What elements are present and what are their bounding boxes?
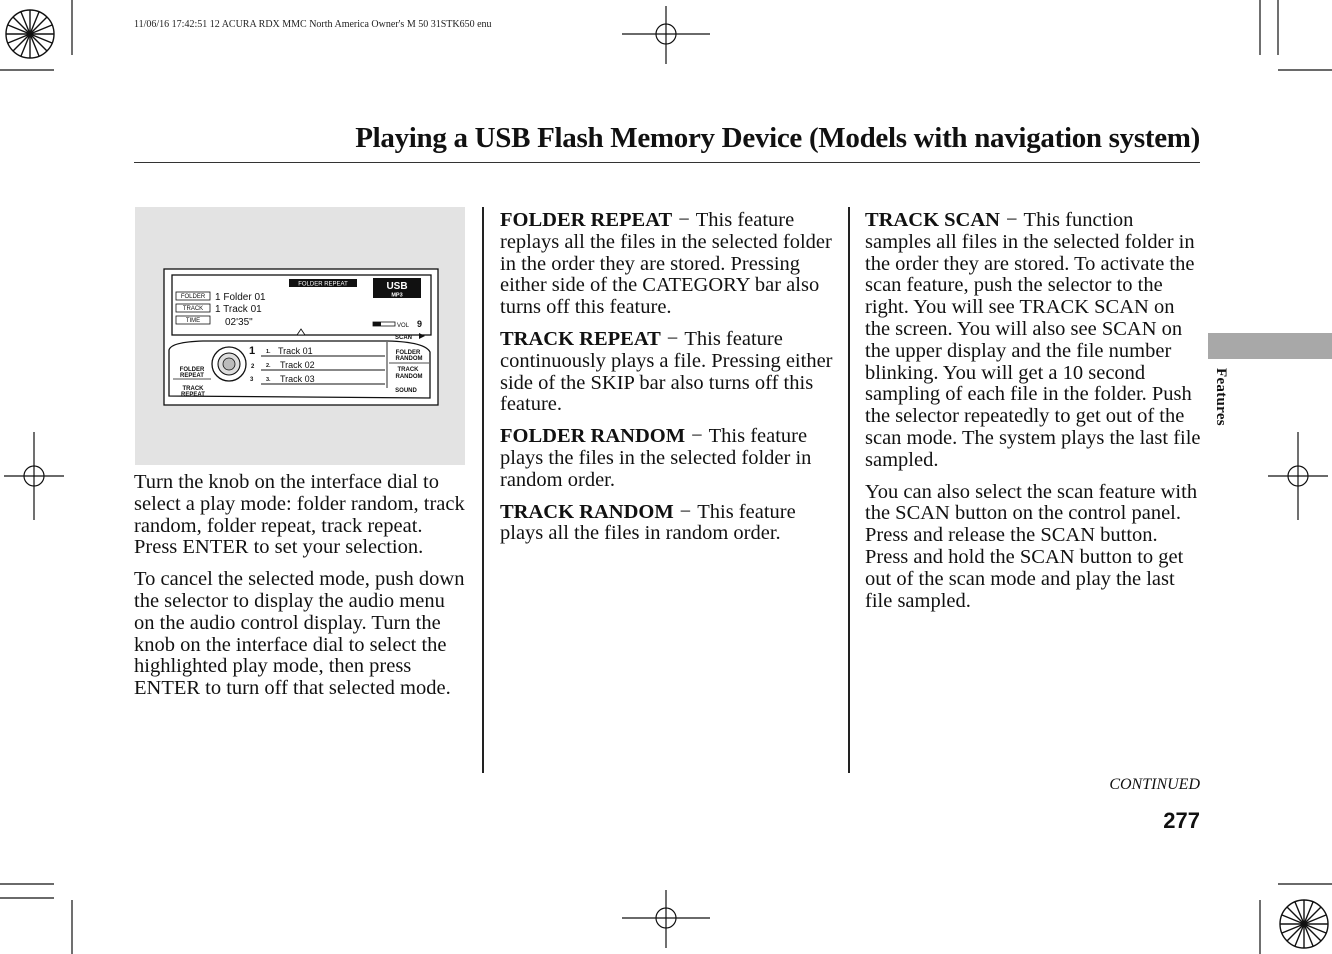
folder-repeat-entry — [500, 210, 836, 319]
track-scan-text: This function samples all files in the selected folder in the order they are stored. To activate the scan feature, push the selector to the right. You will see TRACK SCAN on the screen. You will also see SCAN on the upper display and the file number blinking. You will get a 10 second sampling of each file in the folder. Push the selector repeatedly to get out of the scan mode. The system plays the last file sampled. — [865, 209, 1201, 471]
track-random-term: TRACK RANDOM — [500, 500, 674, 523]
dash: − — [678, 209, 690, 231]
track-random-entry — [500, 502, 836, 546]
time-value: 02'35" — [225, 317, 253, 328]
dial-number-1: 1 — [249, 345, 256, 357]
column-1 — [134, 472, 470, 710]
track-scan-entry — [865, 210, 1201, 472]
col1-paragraph-1: Turn the knob on the interface dial to select a play mode: folder random, track random, folder repeat, track repeat. Press ENTER to set your selection. — [134, 471, 465, 559]
track-scan-term: TRACK SCAN — [865, 209, 1000, 231]
section-tab-label: Features — [1213, 368, 1229, 426]
registration-target-left — [4, 432, 64, 522]
print-header: 11/06/16 17:42:51 12 ACURA RDX MMC North America Owner's M 50 31STK650 enu — [134, 19, 492, 30]
dial-number-3: 3 — [250, 377, 254, 383]
track-repeat-entry — [500, 329, 836, 416]
folder-value: 1 Folder 01 — [215, 292, 266, 303]
dash: − — [691, 425, 703, 448]
folder-repeat-banner: FOLDER REPEAT — [298, 281, 348, 288]
folder-label: FOLDER — [180, 294, 206, 300]
folder-repeat-term: FOLDER REPEAT — [500, 209, 673, 231]
column-divider-1 — [482, 207, 484, 773]
track-random-text: This feature plays all the files in random order. — [500, 500, 796, 545]
dash: − — [1005, 209, 1018, 231]
starburst-target-top-left — [2, 6, 58, 62]
folder-random-entry — [500, 426, 836, 491]
track-label: TRACK — [182, 306, 204, 312]
dial-number-2: 2 — [251, 364, 255, 370]
track-random-btn-2: RANDOM — [395, 374, 423, 380]
starburst-target-bottom-right — [1276, 896, 1332, 952]
track-random-btn-1: TRACK — [397, 367, 419, 373]
vol-value: 9 — [417, 319, 423, 329]
registration-target-right — [1268, 432, 1328, 522]
track-name-3: Track 03 — [280, 374, 315, 384]
track-value: 1 Track 01 — [215, 304, 262, 315]
col3-paragraph-3a: Press and release the SCAN button. — [865, 524, 1158, 547]
folder-random-text: This feature plays the files in the selected folder in random order. — [500, 425, 812, 491]
column-2 — [500, 210, 836, 555]
continued-label: CONTINUED — [1109, 776, 1200, 793]
column-divider-2 — [848, 207, 850, 773]
section-tab — [1208, 333, 1332, 359]
registration-target-top — [622, 6, 712, 66]
folder-repeat-btn-2: REPEAT — [180, 373, 204, 379]
folder-repeat-text: This feature replays all the files in the selected folder in the order they are stored. Pressing either side of the CATEGORY bar also turns off this feature. — [500, 209, 832, 319]
track-repeat-text: This feature continuously plays a file. Pressing either side of the SKIP bar also turns off this feature. — [500, 327, 833, 416]
folder-random-btn-1: FOLDER — [395, 350, 421, 356]
track-num-1: 1. — [266, 349, 271, 355]
track-repeat-btn-1: TRACK — [182, 386, 204, 392]
track-repeat-term: TRACK REPEAT — [500, 327, 661, 350]
folder-random-btn-2: RANDOM — [395, 356, 423, 362]
page-number: 277 — [1163, 808, 1200, 833]
folder-repeat-btn-1: FOLDER — [179, 367, 205, 373]
col1-paragraph-2: To cancel the selected mode, push down the selector to display the audio menu on the audio control display. Turn the knob on the interface dial to select the highlighted play mode, then press ENTER to turn off that selected mode. — [134, 568, 465, 700]
dash: − — [666, 327, 679, 350]
time-label: TIME — [185, 318, 201, 324]
registration-target-bottom — [622, 890, 712, 950]
audio-display-illustration — [163, 268, 439, 406]
scan-label: SCAN — [395, 335, 413, 341]
sound-btn: SOUND — [395, 388, 417, 394]
track-num-2: 2. — [266, 363, 271, 369]
usb-badge: USB — [386, 281, 408, 292]
folder-random-term: FOLDER RANDOM — [500, 425, 686, 448]
track-num-3: 3. — [266, 377, 271, 383]
track-repeat-btn-2: REPEAT — [181, 392, 205, 398]
column-3 — [865, 210, 1201, 622]
mp3-badge: MP3 — [391, 292, 403, 299]
page-title: Playing a USB Flash Memory Device (Models with navigation system) — [355, 122, 1200, 154]
track-name-2: Track 02 — [280, 360, 315, 370]
vol-label: VOL — [397, 323, 410, 329]
col3-paragraph-2: You can also select the scan feature with the SCAN button on the control panel. — [865, 480, 1198, 525]
dash: − — [679, 500, 692, 523]
title-divider — [134, 162, 1200, 163]
col3-paragraph-3b: Press and hold the SCAN button to get out of the scan mode and play the last file sampled. — [865, 545, 1184, 612]
track-name-1: Track 01 — [278, 346, 313, 356]
